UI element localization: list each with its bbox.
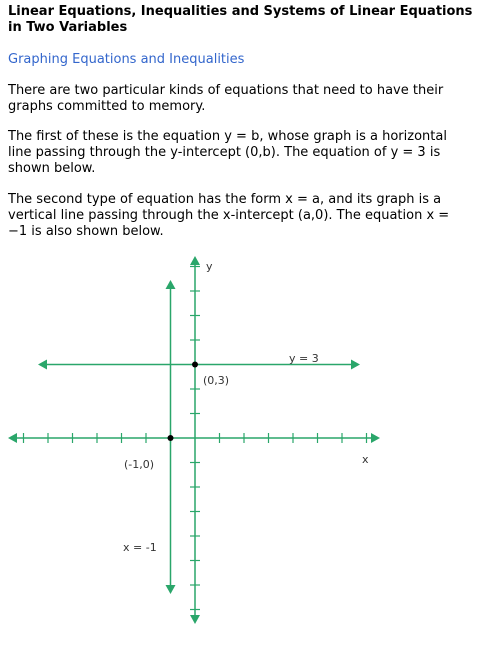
horizontal-line-arrow-left [38, 360, 47, 370]
paragraph-vertical-line: The second type of equation has the form x = a, and its graph is a vertical line passing through the x-intercept (a,0). The equation x = −1 is also shown below. [8, 192, 450, 239]
horizontal-line-label: y = 3 [289, 352, 319, 365]
y-intercept-point [192, 362, 198, 368]
section-link-graphing[interactable]: Graphing Equations and Inequalities [8, 52, 245, 67]
vertical-line-arrow-up [166, 280, 176, 289]
x-axis-arrow-left [8, 433, 17, 443]
y-axis-arrow-up [190, 256, 200, 265]
y-axis-arrow-down [190, 615, 200, 624]
horizontal-line-arrow-right [351, 360, 360, 370]
x-intercept-point [168, 435, 174, 441]
x-intercept-label: (-1,0) [124, 458, 155, 471]
x-axis [8, 433, 380, 443]
y-axis-label: y [206, 260, 213, 273]
y-intercept-label: (0,3) [203, 374, 230, 387]
y-axis [190, 256, 200, 624]
x-axis-label: x [362, 453, 369, 466]
paragraph-intro: There are two particular kinds of equations that need to have their graphs committed to memory. [8, 83, 444, 114]
x-axis-arrow-right [371, 433, 380, 443]
coordinate-graph [0, 248, 478, 660]
page-title: Linear Equations, Inequalities and Systems of Linear Equations in Two Variables [8, 4, 473, 35]
vertical-line-label: x = -1 [123, 541, 157, 554]
paragraph-horizontal-line: The first of these is the equation y = b, whose graph is a horizontal line passing through the y-intercept (0,b). The equation of y = 3 is shown below. [8, 129, 447, 176]
vertical-line-arrow-down [166, 585, 176, 594]
